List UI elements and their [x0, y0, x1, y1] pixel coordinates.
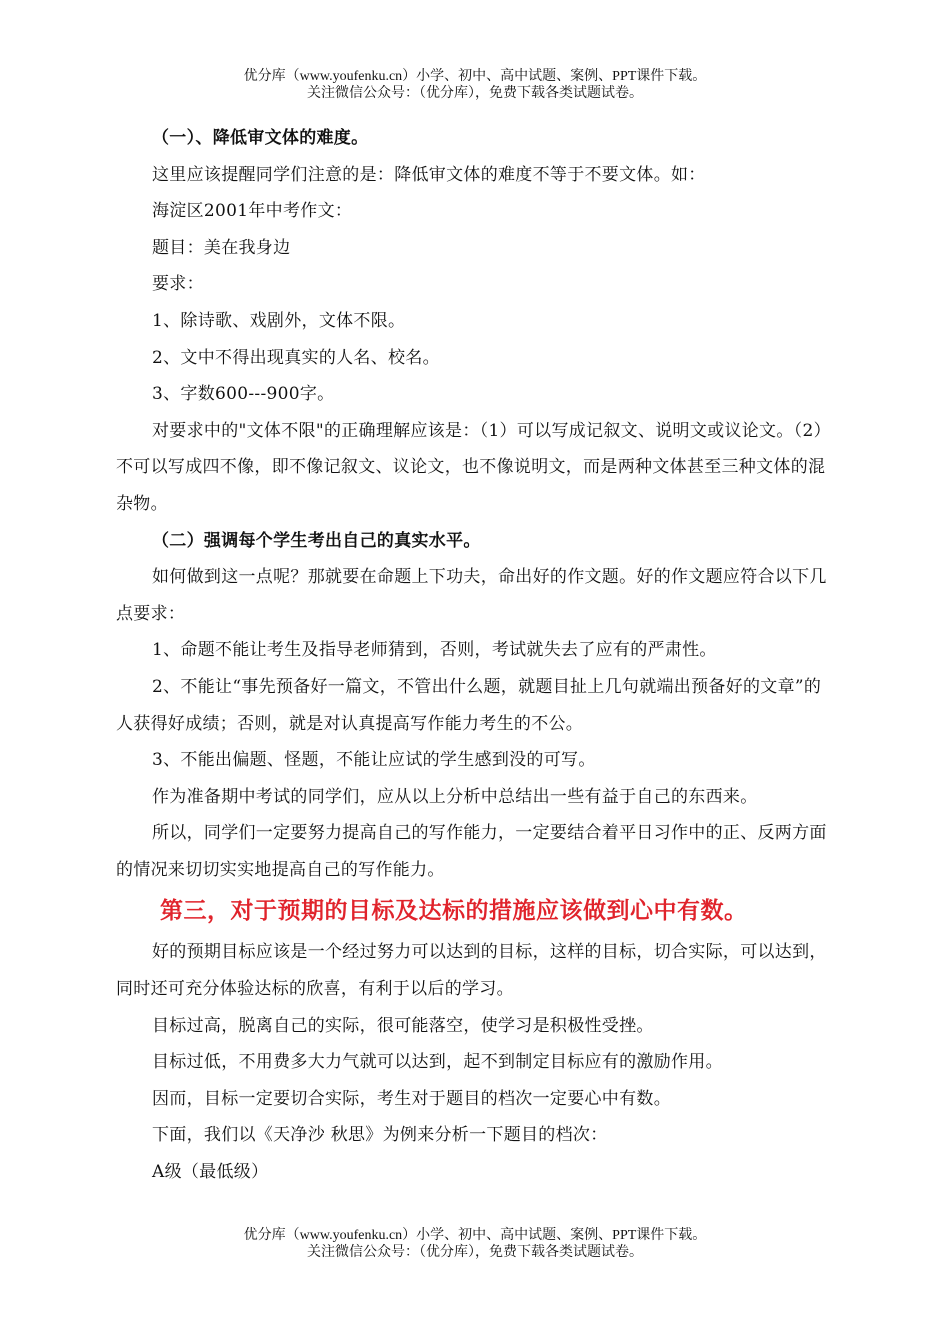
paragraph: 目标过高，脱离自己的实际，很可能落空，使学习是积极性受挫。	[152, 1015, 654, 1036]
paragraph: 对要求中的"文体不限"的正确理解应该是：（1）可以写成记叙文、说明文或议论文。（2）不可以写成四不像，即不像记叙文、议论文，也不像说明文，而是两种文体甚至三种文体的混杂物。	[116, 420, 831, 514]
list-item: 3、字数600---900字。	[152, 384, 335, 405]
paragraph: 题目：美在我身边	[152, 237, 291, 258]
paragraph: A级（最低级）	[152, 1162, 269, 1183]
list-item: 1、命题不能让考生及指导老师猜到，否则，考试就失去了应有的严肃性。	[152, 640, 717, 661]
paragraph: 要求：	[152, 274, 204, 295]
list-item: 3、不能出偏题、怪题，不能让应试的学生感到没的可写。	[152, 750, 596, 771]
section-title: 第三，对于预期的目标及达标的措施应该做到心中有数。	[160, 897, 748, 925]
footer-line-2: 关注微信公众号：（优分库），免费下载各类试题试卷。	[307, 1245, 643, 1260]
paragraph: 所以，同学们一定要努力提高自己的写作能力，一定要结合着平日习作中的正、反两方面的情况来切切实实地提高自己的写作能力。	[116, 823, 827, 880]
footer-line-1: 优分库（www.youfenku.cn）小学、初中、高中试题、案例、PPT课件下载。	[243, 1228, 707, 1243]
header-line-2: 关注微信公众号：（优分库），免费下载各类试题试卷。	[307, 86, 643, 101]
subheading-2: （二）强调每个学生考出自己的真实水平。	[152, 530, 481, 551]
paragraph: 下面，我们以《天净沙 秋思》为例来分析一下题目的档次：	[152, 1125, 608, 1146]
list-item: 2、不能让“事先预备好一篇文，不管出什么题，就题目扯上几句就端出预备好的文章”的人获得好成绩；否则，就是对认真提高写作能力考生的不公。	[116, 676, 822, 734]
paragraph: 目标过低，不用费多大力气就可以达到，起不到制定目标应有的激励作用。	[152, 1052, 723, 1073]
paragraph: 如何做到这一点呢？那就要在命题上下功夫，命出好的作文题。好的作文题应符合以下几点要求：	[116, 567, 827, 624]
paragraph: 好的预期目标应该是一个经过努力可以达到的目标，这样的目标，切合实际，可以达到，同时还可充分体验达标的欣喜，有利于以后的学习。	[116, 942, 827, 1000]
document-body	[116, 120, 836, 1191]
header-line-1: 优分库（www.youfenku.cn）小学、初中、高中试题、案例、PPT课件下载。	[243, 69, 707, 84]
paragraph: 海淀区2001年中考作文：	[152, 201, 353, 222]
paragraph: 这里应该提醒同学们注意的是：降低审文体的难度不等于不要文体。如：	[152, 164, 706, 185]
paragraph: 因而，目标一定要切合实际，考生对于题目的档次一定要心中有数。	[152, 1088, 671, 1109]
page-header	[0, 68, 950, 102]
list-item: 2、文中不得出现真实的人名、校名。	[152, 347, 440, 368]
subheading-1: （一）、降低审文体的难度。	[152, 128, 369, 148]
list-item: 1、除诗歌、戏剧外，文体不限。	[152, 310, 406, 331]
paragraph: 作为准备期中考试的同学们，应从以上分析中总结出一些有益于自己的东西来。	[152, 786, 758, 807]
page-footer	[0, 1227, 950, 1261]
